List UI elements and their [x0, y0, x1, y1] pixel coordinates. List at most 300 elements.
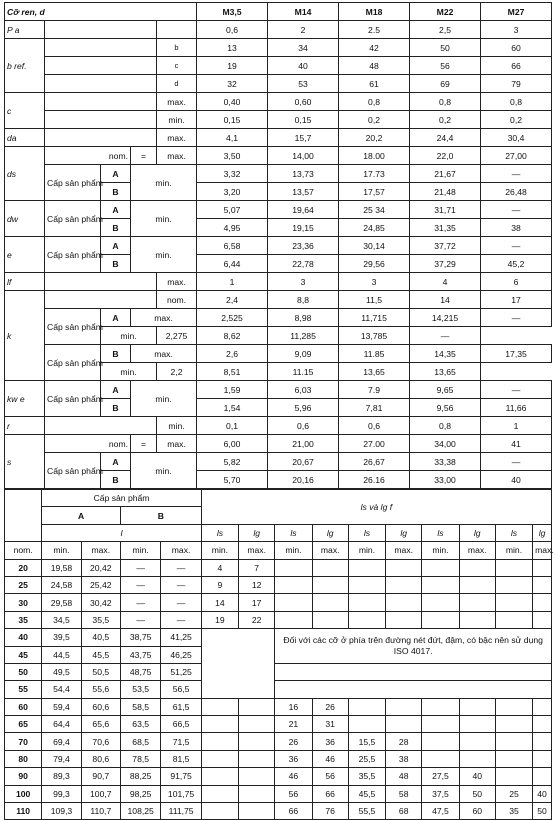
param-label: r [5, 417, 45, 435]
nom-length: 55 [5, 681, 42, 698]
value [459, 559, 495, 576]
length-row [5, 663, 552, 680]
grade: B [101, 471, 131, 489]
value: 19,15 [268, 219, 339, 237]
value: 19 [197, 57, 268, 75]
value: 26.16 [339, 471, 410, 489]
value: 29,56 [339, 255, 410, 273]
value: 53 [268, 75, 339, 93]
value: 22,0 [410, 147, 481, 165]
value: 6,03 [268, 381, 339, 399]
a-min: 29,58 [42, 594, 81, 611]
value: 47,5 [422, 803, 459, 820]
value: 14 [201, 594, 238, 611]
max-label: max. [533, 542, 552, 559]
value [386, 576, 422, 593]
value: 40 [481, 471, 552, 489]
ls-label: ls [275, 524, 312, 541]
value [275, 594, 312, 611]
value: 31,35 [410, 219, 481, 237]
limit: min. [131, 453, 197, 489]
limit: max. [157, 129, 197, 147]
value: — [481, 237, 552, 255]
value: 2,5 [410, 21, 481, 39]
cell [275, 663, 552, 680]
lg-label: lg [312, 524, 348, 541]
a-max: 25,42 [81, 576, 120, 593]
value: 50 [459, 785, 495, 802]
limit: min. [101, 363, 157, 381]
length-table [4, 489, 552, 820]
value [348, 594, 385, 611]
grade-label: Cấp sản phẩm [45, 165, 101, 201]
length-row [5, 803, 552, 820]
size-3: M22 [410, 3, 481, 21]
value: 4,95 [197, 219, 268, 237]
grade-b: B [120, 507, 201, 524]
param-label: lf [5, 273, 45, 291]
data-row [5, 453, 552, 471]
eq: = [131, 435, 157, 453]
value: 8,51 [197, 363, 268, 381]
value: 36 [275, 750, 312, 767]
value [239, 750, 275, 767]
value: 2,525 [197, 309, 268, 327]
b-max: 56,5 [161, 681, 201, 698]
data-row [5, 381, 552, 399]
value [348, 716, 385, 733]
grade-label: Cấp sản phẩm [45, 381, 101, 417]
grade: A [101, 165, 131, 183]
value: 24,85 [339, 219, 410, 237]
b-min: 68,5 [120, 733, 160, 750]
a-max: 65,6 [81, 716, 120, 733]
value: 37,72 [410, 237, 481, 255]
value: 5,96 [268, 399, 339, 417]
value: 35 [495, 803, 532, 820]
b-min: 38,75 [120, 629, 160, 646]
b-min: — [120, 559, 160, 576]
limit: max. [157, 93, 197, 111]
cell [45, 21, 157, 39]
value: 8,8 [268, 291, 339, 309]
data-row [5, 111, 552, 129]
value: 16 [275, 698, 312, 715]
value [239, 803, 275, 820]
value: 38 [386, 750, 422, 767]
a-min: 24,58 [42, 576, 81, 593]
value: 2,275 [157, 327, 197, 345]
value [495, 611, 532, 628]
value: 1 [197, 273, 268, 291]
value: — [481, 309, 552, 327]
value: 28 [386, 733, 422, 750]
grade: A [101, 237, 131, 255]
nom-length: 20 [5, 559, 42, 576]
value: 2.5 [339, 21, 410, 39]
a-max: 80,6 [81, 750, 120, 767]
value: 17 [239, 594, 275, 611]
length-row [5, 750, 552, 767]
value [459, 750, 495, 767]
param-label: k [5, 291, 45, 381]
value [422, 611, 459, 628]
value: 1,54 [197, 399, 268, 417]
size-0: M3,5 [197, 3, 268, 21]
value: 0,6 [268, 417, 339, 435]
a-min: 64,4 [42, 716, 81, 733]
value: 30,14 [339, 237, 410, 255]
length-row [5, 768, 552, 785]
value: 46 [312, 750, 348, 767]
value [422, 698, 459, 715]
cell [45, 111, 157, 129]
value: 37,29 [410, 255, 481, 273]
param-label: P a [5, 21, 45, 39]
value: 33,00 [410, 471, 481, 489]
b-min: 88,25 [120, 768, 160, 785]
value [459, 594, 495, 611]
grade: A [101, 309, 131, 327]
value: 79 [481, 75, 552, 93]
value: 1,59 [197, 381, 268, 399]
limit [157, 21, 197, 39]
cell [275, 681, 552, 698]
a-max: 30,42 [81, 594, 120, 611]
value: 6 [481, 273, 552, 291]
grade-label: Cấp sản phẩm [45, 237, 101, 273]
a-min: 49,5 [42, 663, 81, 680]
value [533, 594, 552, 611]
value: 25 [495, 785, 532, 802]
value [239, 733, 275, 750]
cell [45, 291, 157, 309]
min-label: min. [422, 542, 459, 559]
value [201, 768, 238, 785]
value [386, 559, 422, 576]
limit: max. [157, 273, 197, 291]
value: 40 [459, 768, 495, 785]
value: 40 [533, 785, 552, 802]
value: 3,50 [197, 147, 268, 165]
value [459, 611, 495, 628]
value [312, 559, 348, 576]
nom-length: 65 [5, 716, 42, 733]
value: 61 [339, 75, 410, 93]
value: 3 [481, 21, 552, 39]
value: 8,62 [197, 327, 268, 345]
value [201, 716, 238, 733]
cell [5, 490, 42, 542]
grade: A [101, 453, 131, 471]
grade-label: Cấp sản phẩm [45, 201, 101, 237]
grade: B [101, 345, 131, 363]
value: 56 [275, 785, 312, 802]
value: 7.9 [339, 381, 410, 399]
value: 17 [481, 291, 552, 309]
nom-label: nom. [45, 147, 131, 165]
sub-label: d [157, 75, 197, 93]
size-4: M27 [481, 3, 552, 21]
ls-label: ls [348, 524, 385, 541]
value [533, 698, 552, 715]
value: 11,5 [339, 291, 410, 309]
data-row [5, 309, 552, 327]
value [459, 576, 495, 593]
value: 15,7 [268, 129, 339, 147]
value: 0,60 [268, 93, 339, 111]
nom-length: 70 [5, 733, 42, 750]
value: 0,15 [268, 111, 339, 129]
nom-length: 30 [5, 594, 42, 611]
value: 42 [339, 39, 410, 57]
value: 3,20 [197, 183, 268, 201]
b-min: — [120, 594, 160, 611]
value: 18.00 [339, 147, 410, 165]
value: 25,5 [348, 750, 385, 767]
b-min: — [120, 576, 160, 593]
b-max: 71,5 [161, 733, 201, 750]
value [459, 733, 495, 750]
sub-label: c [157, 57, 197, 75]
value: 0,8 [481, 93, 552, 111]
a-max: 20,42 [81, 559, 120, 576]
param-label: b ref. [5, 39, 45, 93]
data-row [5, 93, 552, 111]
value [239, 716, 275, 733]
value: 20,16 [268, 471, 339, 489]
value [533, 750, 552, 767]
upper-table [4, 2, 552, 489]
nom-length: 45 [5, 646, 42, 663]
a-max: 90,7 [81, 768, 120, 785]
grade-label: Cấp sản phẩm [45, 309, 101, 345]
value [275, 576, 312, 593]
data-row [5, 291, 552, 309]
grade-a: A [42, 507, 121, 524]
data-row [5, 237, 552, 255]
header-row [5, 3, 552, 21]
value: 24,4 [410, 129, 481, 147]
value: 17.73 [339, 165, 410, 183]
value: 2 [268, 21, 339, 39]
param-label: s [5, 435, 45, 489]
ls-label: ls [422, 524, 459, 541]
value [201, 803, 238, 820]
ls-lg-header: ls và lg f [201, 490, 551, 525]
a-min: 69,4 [42, 733, 81, 750]
data-row [5, 273, 552, 291]
value: 22,78 [268, 255, 339, 273]
value: 20,67 [268, 453, 339, 471]
limit: max. [157, 435, 197, 453]
cell [45, 273, 157, 291]
lg-label: lg [533, 524, 552, 541]
value: 33,38 [410, 453, 481, 471]
data-row [5, 165, 552, 183]
col-head: nom. [5, 542, 42, 559]
col-head: min. [120, 542, 160, 559]
value: 13,785 [339, 327, 410, 345]
value [533, 559, 552, 576]
grade-label: Cấp sản phẩm [45, 453, 101, 489]
value: 66 [481, 57, 552, 75]
value [201, 733, 238, 750]
value [312, 611, 348, 628]
value: 2,2 [157, 363, 197, 381]
value: 46 [275, 768, 312, 785]
col-head: min. [42, 542, 81, 559]
data-row [5, 147, 552, 165]
value: 2,4 [197, 291, 268, 309]
value: 9 [201, 576, 238, 593]
value: 55,5 [348, 803, 385, 820]
value: 69 [410, 75, 481, 93]
limit: nom. [157, 291, 197, 309]
value [201, 785, 238, 802]
value [533, 733, 552, 750]
value: 13,73 [268, 165, 339, 183]
value [239, 768, 275, 785]
b-max: 51,25 [161, 663, 201, 680]
value: 66 [275, 803, 312, 820]
value: 4 [410, 273, 481, 291]
limit: min. [157, 111, 197, 129]
value: 27,00 [481, 147, 552, 165]
b-max: — [161, 611, 201, 628]
value: 36 [312, 733, 348, 750]
value [533, 716, 552, 733]
value: 14,35 [410, 345, 481, 363]
value [533, 611, 552, 628]
limit: max. [131, 309, 197, 327]
dimension-table [4, 2, 552, 820]
a-min: 89,3 [42, 768, 81, 785]
col-head: max. [81, 542, 120, 559]
value [422, 750, 459, 767]
value [386, 594, 422, 611]
param-label: e [5, 237, 45, 273]
sub-label: b [157, 39, 197, 57]
value: 6,00 [197, 435, 268, 453]
value [348, 611, 385, 628]
value: — [481, 201, 552, 219]
b-min: — [120, 611, 160, 628]
value: 15,5 [348, 733, 385, 750]
data-row [5, 39, 552, 57]
value: 0,15 [197, 111, 268, 129]
value: 26,67 [339, 453, 410, 471]
limit: min. [131, 201, 197, 237]
value [422, 576, 459, 593]
cell [45, 75, 157, 93]
b-min: 78,5 [120, 750, 160, 767]
value [275, 611, 312, 628]
nom-length: 60 [5, 698, 42, 715]
value: 3,32 [197, 165, 268, 183]
value: 11.15 [268, 363, 339, 381]
grade: B [101, 399, 131, 417]
value [495, 698, 532, 715]
value: 0,2 [481, 111, 552, 129]
value: 76 [312, 803, 348, 820]
value: 35,5 [348, 768, 385, 785]
a-max: 40,5 [81, 629, 120, 646]
max-label: max. [312, 542, 348, 559]
nom-length: 90 [5, 768, 42, 785]
value: 21,67 [410, 165, 481, 183]
data-row [5, 417, 552, 435]
value: 9,65 [410, 381, 481, 399]
a-min: 34,5 [42, 611, 81, 628]
value: 14,215 [410, 309, 481, 327]
value: 0,6 [339, 417, 410, 435]
value: 25 34 [339, 201, 410, 219]
length-row [5, 716, 552, 733]
value: 26 [312, 698, 348, 715]
value: 38 [481, 219, 552, 237]
param-label: dw [5, 201, 45, 237]
value [275, 559, 312, 576]
eq: = [131, 147, 157, 165]
param-label: c [5, 93, 45, 129]
value [312, 594, 348, 611]
length-row [5, 594, 552, 611]
value: 41 [481, 435, 552, 453]
value [533, 768, 552, 785]
value: 56 [410, 57, 481, 75]
l-label: l [42, 524, 202, 541]
value [495, 716, 532, 733]
cell [201, 629, 275, 699]
value: 66 [312, 785, 348, 802]
value [422, 716, 459, 733]
a-max: 60,6 [81, 698, 120, 715]
length-row [5, 629, 552, 646]
value: 7,81 [339, 399, 410, 417]
value [533, 576, 552, 593]
value: 13 [197, 39, 268, 57]
ls-label: ls [495, 524, 532, 541]
value: 21,00 [268, 435, 339, 453]
value: 0,6 [197, 21, 268, 39]
value: 37,5 [422, 785, 459, 802]
value [386, 611, 422, 628]
nom-length: 25 [5, 576, 42, 593]
value: 13,65 [339, 363, 410, 381]
data-row [5, 345, 552, 363]
data-row [5, 201, 552, 219]
b-max: 81,5 [161, 750, 201, 767]
value: 50 [533, 803, 552, 820]
value: — [481, 453, 552, 471]
param-label: kw e [5, 381, 45, 417]
nom-length: 80 [5, 750, 42, 767]
a-min: 109,3 [42, 803, 81, 820]
limit: min. [101, 327, 157, 345]
value: 50 [410, 39, 481, 57]
value: 4,1 [197, 129, 268, 147]
value: 32 [197, 75, 268, 93]
value [348, 576, 385, 593]
a-min: 79,4 [42, 750, 81, 767]
value: 8,98 [268, 309, 339, 327]
value [422, 733, 459, 750]
value [348, 559, 385, 576]
limit: min. [131, 165, 197, 201]
value: 58 [386, 785, 422, 802]
limit: max. [157, 147, 197, 165]
